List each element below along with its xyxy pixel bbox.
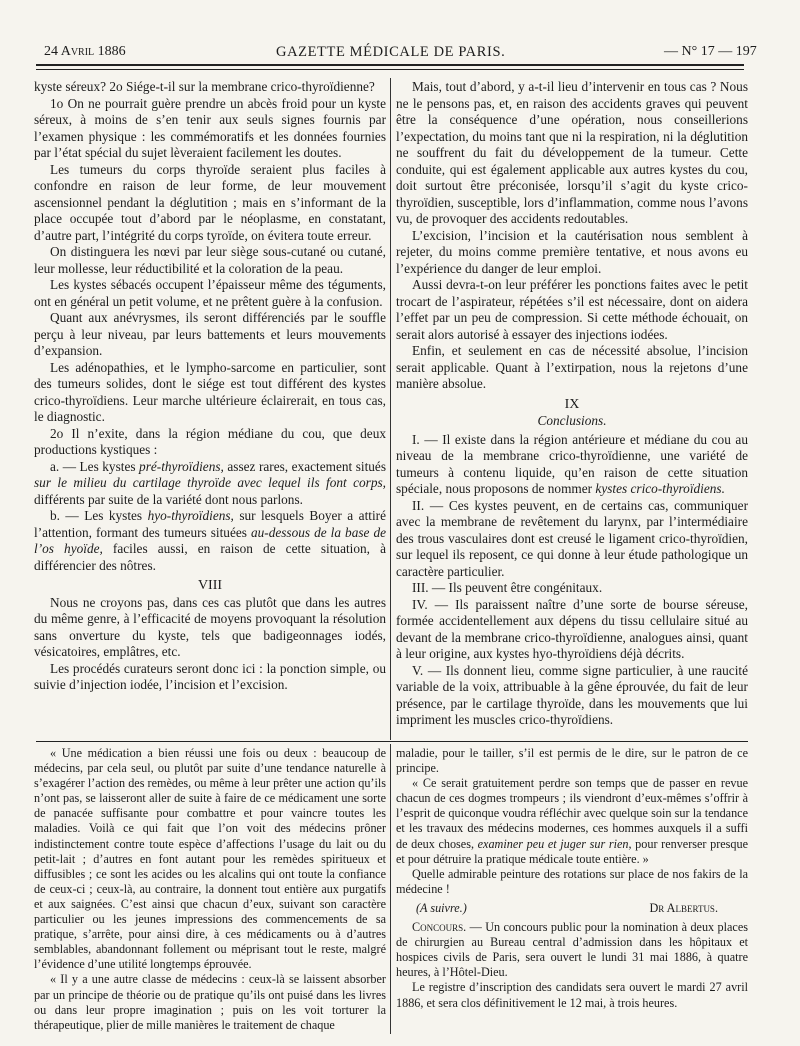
paragraph: Mais, tout d’abord, y a-t-il lieu d’intervenir en tous cas ? Nous ne le pensons pas, et, en raison des accidents graves qui peuvent être la conséquence d’une opération, nous conseillerions l’expectation, du moins tant que ni la respiration, ni la déglutition ne souffrent du fait du développement de la tumeur. Cette conduite, qui est également applicable aux autres kystes du cou, doit surtout être préconisée, lorsqu’il s’agit du kyste crico-thyroïdien, susceptible, lors d’inflammation, comme nous l’avons vu, de provoquer des accidents redoutables. bbox=[396, 79, 748, 226]
right-column bbox=[396, 79, 748, 729]
paragraph: 1o On ne pourrait guère prendre un abcès froid pour un kyste séreux, à moins de s’en tenir aux seuls signes fournis par l’examen physique : les commémoratifs et les données fournies par l’état spécial du sujet lèveraient facilement les doutes. bbox=[34, 95, 386, 160]
paragraph: Les kystes sébacés occupent l’épaisseur même des téguments, ont en général un petit volume, et ne prêtent guère à la confusion. bbox=[34, 277, 386, 309]
paragraph bbox=[396, 776, 748, 867]
italic-term: pré-thyroïdiens, bbox=[139, 458, 224, 474]
footer-left-column bbox=[34, 746, 386, 1033]
conclusion-item: II. — Ces kystes peuvent, en de certains cas, communiquer avec la membrane de revêtement du larynx, par l’intermédiaire des trous vasculaires dont est creusé le ligament crico-thyroïdien, sur lequel ils reposent, ce qui donne à leur étude pathologique un caractère particulier. bbox=[396, 497, 748, 579]
journal-title: GAZETTE MÉDICALE DE PARIS. bbox=[276, 44, 506, 60]
paragraph: On distinguera les nœvi par leur siège sous-cutané ou cutané, leur mollesse, leur réductibilité et la coloration de la peau. bbox=[34, 244, 386, 276]
italic-phrase: sur le milieu du cartilage thyroïde avec lequel ils font corps, bbox=[34, 475, 386, 490]
text-run: « Ce serait gratuitement perdre son temps que de passer en revue chacun de ces dogmes trompeurs ; ils viendront d’eux-mêmes s’offrir à l’esprit de quiconque voudra réfléchir avec quelque soin sur la tendance et les travaux des médecins modernes, ces hommes auxquels il a suffi de deux choses, bbox=[396, 776, 748, 851]
paragraph: kyste séreux? 2o Siége-t-il sur la membrane crico-thyroïdienne? bbox=[34, 79, 375, 94]
text-run: — Un concours public pour la nomination à deux places de chirurgien au Bureau central d’admission dans les hôpitaux et hospices civils de Paris, sera ouvert le lundi 31 mai 1886, à quatre heures, à l’Hôtel-Dieu. bbox=[396, 920, 748, 980]
footer-column-divider bbox=[390, 744, 391, 1034]
text-run: assez rares, exactement situés bbox=[223, 458, 386, 474]
header-rule-thin bbox=[36, 69, 744, 70]
header-rule-thick bbox=[36, 64, 744, 66]
italic-term: kystes crico-thyroïdiens. bbox=[595, 481, 725, 496]
footer-right-column bbox=[396, 746, 748, 1011]
conclusion-item: V. — Ils donnent lieu, comme signe particulier, à une raucité variable de la voix, attribuable à la gêne éprouvée, du fait de leur présence, par le cartilage thyroïde, dans les mouvements que lui impriment les muscles crico-thyroïdiens. bbox=[396, 662, 748, 727]
paragraph: 2o Il n’exite, dans la région médiane du cou, que deux productions kystiques : bbox=[34, 425, 386, 457]
text-run: différents par suite de la variété dont nous parlons. bbox=[34, 491, 303, 507]
conclusion-item bbox=[396, 432, 748, 498]
text-run: b. — Les kystes bbox=[50, 508, 148, 523]
to-be-continued: (A suivre.) bbox=[416, 900, 467, 915]
paragraph: Quelle admirable peinture des rotations sur place de nos fakirs de la médecine ! bbox=[396, 866, 748, 896]
text-run: sur lesquels Boyer a attiré l’attention, formant des tumeurs situées bbox=[34, 508, 386, 540]
paragraph: Nous ne croyons pas, dans ces cas plutôt que dans les autres du même genre, à l’efficacité de moyens provoquant la résolution sans onverture du kyste, tels que badigeonnages iodés, vésicatoires, emplâtres, etc. bbox=[34, 594, 386, 659]
conclusions-heading: Conclusions. bbox=[537, 413, 607, 428]
paragraph bbox=[396, 920, 748, 980]
paragraph bbox=[34, 508, 386, 574]
italic-phrase: examiner peu et juger sur rien, bbox=[477, 836, 632, 851]
conclusion-item: III. — Ils peuvent être congénitaux. bbox=[412, 580, 603, 595]
signature-row bbox=[396, 901, 748, 916]
left-column bbox=[34, 79, 386, 694]
paragraph: « Il y a une autre classe de médecins : ceux-là se laissent absorber par un principe de théorie ou de pratique qu’ils ont puisé dans les livres ou dans leur propre imagination ; puis on les voit torturer la thérapeutique, plier de mille manières le traitement de chaque bbox=[34, 972, 386, 1032]
paragraph bbox=[34, 459, 386, 509]
text-run: faciles aussi, en raison de cette situation, à différencier des nôtres. bbox=[34, 541, 386, 573]
paragraph: L’excision, l’incision et la cautérisation nous semblent à rejeter, du moins comme première tentative, et nous avons eu l’expérience du danger de leur emploi. bbox=[396, 227, 748, 276]
italic-phrase: au-dessous de la base de l’os hyoïde, bbox=[34, 524, 386, 556]
section-heading: IX bbox=[564, 396, 580, 412]
paragraph: Quant aux anévrysmes, ils seront différenciés par le souffle perçu à leur niveau, par leurs battements et leurs mouvements d’expansion. bbox=[34, 310, 386, 358]
page-header bbox=[0, 0, 800, 78]
paragraph: Aussi devra-t-on leur préférer les ponctions faites avec le petit trocart de l’aspirateur, répétées s’il est nécessaire, dont on aidera l’effet par un peu de compression. Si cette méthode échouait, on serait alors autorisé à essayer des injections iodées. bbox=[396, 277, 748, 342]
paragraph: Les tumeurs du corps thyroïde seraient plus faciles à confondre en raison de leur forme, de leur mouvement ascensionnel pendant la déglutition ; mais en s’informant de la place occupée tout d’abord par le néoplasme, en constatant, d’autre part, l’intégrité du corps tyroïde, on évitera toute erreur. bbox=[34, 161, 386, 243]
page-number: — N° 17 — 197 bbox=[664, 44, 757, 59]
author-signature: Dr Albertus. bbox=[649, 900, 718, 915]
paragraph: Le registre d’inscription des candidats sera ouvert le mardi 27 avril 1886, et sera clos définitivement le 12 mai, à trois heures. bbox=[396, 980, 748, 1010]
concours-label: Concours. bbox=[412, 920, 467, 935]
paragraph: Les adénopathies, et le lympho-sarcome en particulier, sont des tumeurs solides, dont le siége est tout différent des kystes crico-thyroïdiens. Leur marche ultérieure éclairerait, en tous cas, le diagnostic. bbox=[34, 359, 386, 424]
text-run: I. — Il existe dans la région antérieure et médiane du cou au niveau de la membrane crico-thyroïdienne, une variété de tumeurs à contenu liquide, qu’en raison de cette situation spéciale, nous proposons de nommer bbox=[396, 431, 748, 496]
italic-term: hyo-thyroïdiens, bbox=[147, 508, 234, 523]
section-heading: VIII bbox=[197, 578, 223, 593]
issue-date: 24 Avril 1886 bbox=[44, 44, 126, 59]
text-run: pour renverser presque et pour détruire la pratique médicale toute entière. » bbox=[396, 836, 749, 866]
paragraph: Les procédés curateurs seront donc ici : la ponction simple, ou suivie d’injection iodée, l’incision et l’excision. bbox=[34, 660, 386, 692]
conclusion-item: IV. — Ils paraissent naître d’une sorte de bourse séreuse, formée accidentellement aux dépens du tissu cellulaire situé au devant de la membrane crico-thyroïdienne, analogues ainsi, quant à leur origine, aux kystes hyo-thyroïdiens déjà décrits. bbox=[396, 596, 748, 661]
footer-separator-rule bbox=[36, 741, 748, 742]
column-divider bbox=[390, 78, 391, 740]
text-run: a. — Les kystes bbox=[50, 458, 140, 474]
paragraph: « Une médication a bien réussi une fois ou deux : beaucoup de médecins, par cela seul, ou plutôt par suite d’une tendance naturelle à s’exagérer l’action des remèdes, ou même à leur prêter une action qu’ils n’ont pas, se laisseront aller de suite à faire de ce médicament une sorte de panacée suffisante pour combattre et pour vaincre toutes les maladies. Voilà ce qui fait que l’on voit des médecins prôner indistinctement contre toute espèce d’affections l’usage du lait ou du petit-lait ; d’autres en font autant pour les remèdes spiritueux et diffusibles ; ce sont les acides ou les alcalins qui ont toute la confiance de ceux-ci ; ceux-là, au contraire, la donnent tout entière aux purgatifs et aux saignées. C’est ainsi que chacun d’eux, suivant son caractère particulier ou les jeunes impressions des commencements de sa pratique, s’arrête, pour ainsi dire, à ces médicaments ou à d’autres semblables, abandonnant follement ou méprisant tout le reste, malgré l’évidence d’une utilité longtemps éprouvée. bbox=[34, 746, 386, 972]
paragraph: Enfin, et seulement en cas de nécessité absolue, l’incision serait applicable. Quant à l’extirpation, nous la rejetons d’une manière absolue. bbox=[396, 343, 748, 391]
paragraph: maladie, pour le tailler, s’il est permis de le dire, sur le patron de ce principe. bbox=[396, 746, 748, 776]
